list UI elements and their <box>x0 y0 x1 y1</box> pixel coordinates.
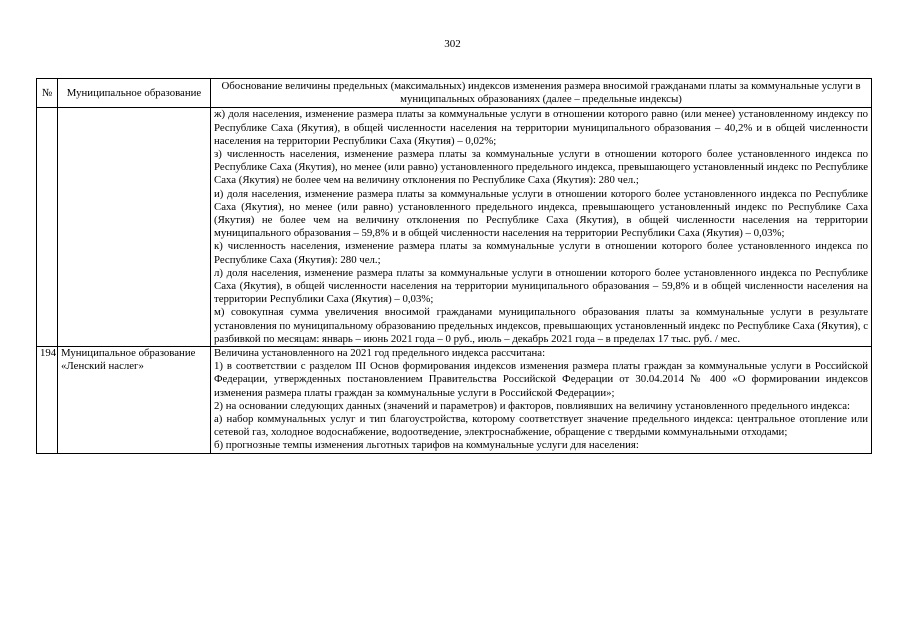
justification-paragraph: л) доля населения, изменение размера платы за коммунальные услуги в отношении которого более установленного индекса по Республике Саха (Якутия), в общей численности населения на территории муниципального образования – 59,8% и в общей численности населения на территории Республики Саха (Якутия) – 0,03%; <box>214 266 868 306</box>
justification-paragraph: а) набор коммунальных услуг и тип благоустройства, которому соответствует значение предельного индекса: центральное отопление или сетевой газ, холодное водоснабжение, водоотведение, электроснабжение, обращение с твердыми коммунальными отходами; <box>214 413 868 439</box>
header-municipality: Муниципальное образование <box>58 79 211 108</box>
justification-paragraph: 1) в соответствии с разделом III Основ формирования индексов изменения размера платы граждан за коммунальные услуги в Российской Федерации, утвержденных постановлением Правительства Российской Федерации от 30.04.2014 № 400 «О формировании индексов изменения размера платы граждан за коммунальные услуги в Российской Федерации»; <box>214 360 868 399</box>
justification-paragraph: б) прогнозные темпы изменения льготных тарифов на коммунальные услуги для населения: <box>214 439 639 452</box>
municipality-name <box>58 108 211 347</box>
municipality-name: Муниципальное образование «Ленский наслег» <box>58 347 211 454</box>
table-body <box>37 108 872 453</box>
table-row <box>37 108 872 347</box>
row-number <box>37 108 58 347</box>
row-number: 194 <box>37 347 58 454</box>
justification-cell <box>211 347 872 454</box>
justification-paragraph: ж) доля населения, изменение размера платы за коммунальные услуги в отношении которого равно (или менее) установленному индексу по Республике Саха (Якутия), в общей численности населения на территории муниципального образования – 40,2% и в общей численности населения на территории Республики Саха (Якутия) – 0,02%; <box>214 108 868 147</box>
justification-paragraph: Величина установленного на 2021 год предельного индекса рассчитана: <box>214 347 546 360</box>
justification-table <box>36 78 872 454</box>
table-row <box>37 347 872 454</box>
justification-paragraph: 2) на основании следующих данных (значений и параметров) и факторов, повлиявших на величину установленного предельного индекса: <box>214 399 850 412</box>
justification-paragraph: к) численность населения, изменение размера платы за коммунальные услуги в отношении которого более установленного индекса по Республике Саха (Якутия): 280 чел.; <box>214 240 868 266</box>
justification-paragraph: м) совокупная сумма увеличения вносимой гражданами муниципального образования платы за коммунальные услуги в результате установления по муниципальному образованию предельных индексов, превышающих установленный индекс по Республике Саха (Якутия), с разбивкой по месяцам: январь – июнь 2021 года – 0 руб., июль – декабрь 2021 года – в пределах 17 тыс. руб. / мес. <box>214 306 868 345</box>
header-number: № <box>37 79 58 108</box>
justification-paragraph: з) численность населения, изменение размера платы за коммунальные услуги в отношении которого более установленного индекса по Республике Саха (Якутия), но менее (или равно) установленного предельного индекса, превышающего установленный индекс по Республике Саха (Якутия) не более чем на величину отклонения по Республике Саха (Якутия): 280 чел.; <box>214 148 868 187</box>
justification-paragraph: и) доля населения, изменение размера платы за коммунальные услуги в отношении которого более установленного индекса по Республике Саха (Якутия), но менее (или равно) установленного предельного индекса, превышающего установленный индекс по Республике Саха (Якутия) не более чем на величину отклонения по Республике Саха (Якутия), в общей численности населения на территории муниципального образования – 59,8% и в общей численности населения на территории Республики Саха (Якутия) – 0,03%; <box>214 187 868 240</box>
header-justification: Обоснование величины предельных (максимальных) индексов изменения размера вносимой гражданами платы за коммунальные услуги в муниципальных образованиях (далее – предельные индексы) <box>211 79 872 108</box>
table-header-row <box>37 79 872 108</box>
justification-cell <box>211 108 872 347</box>
page-number: 302 <box>444 38 461 50</box>
